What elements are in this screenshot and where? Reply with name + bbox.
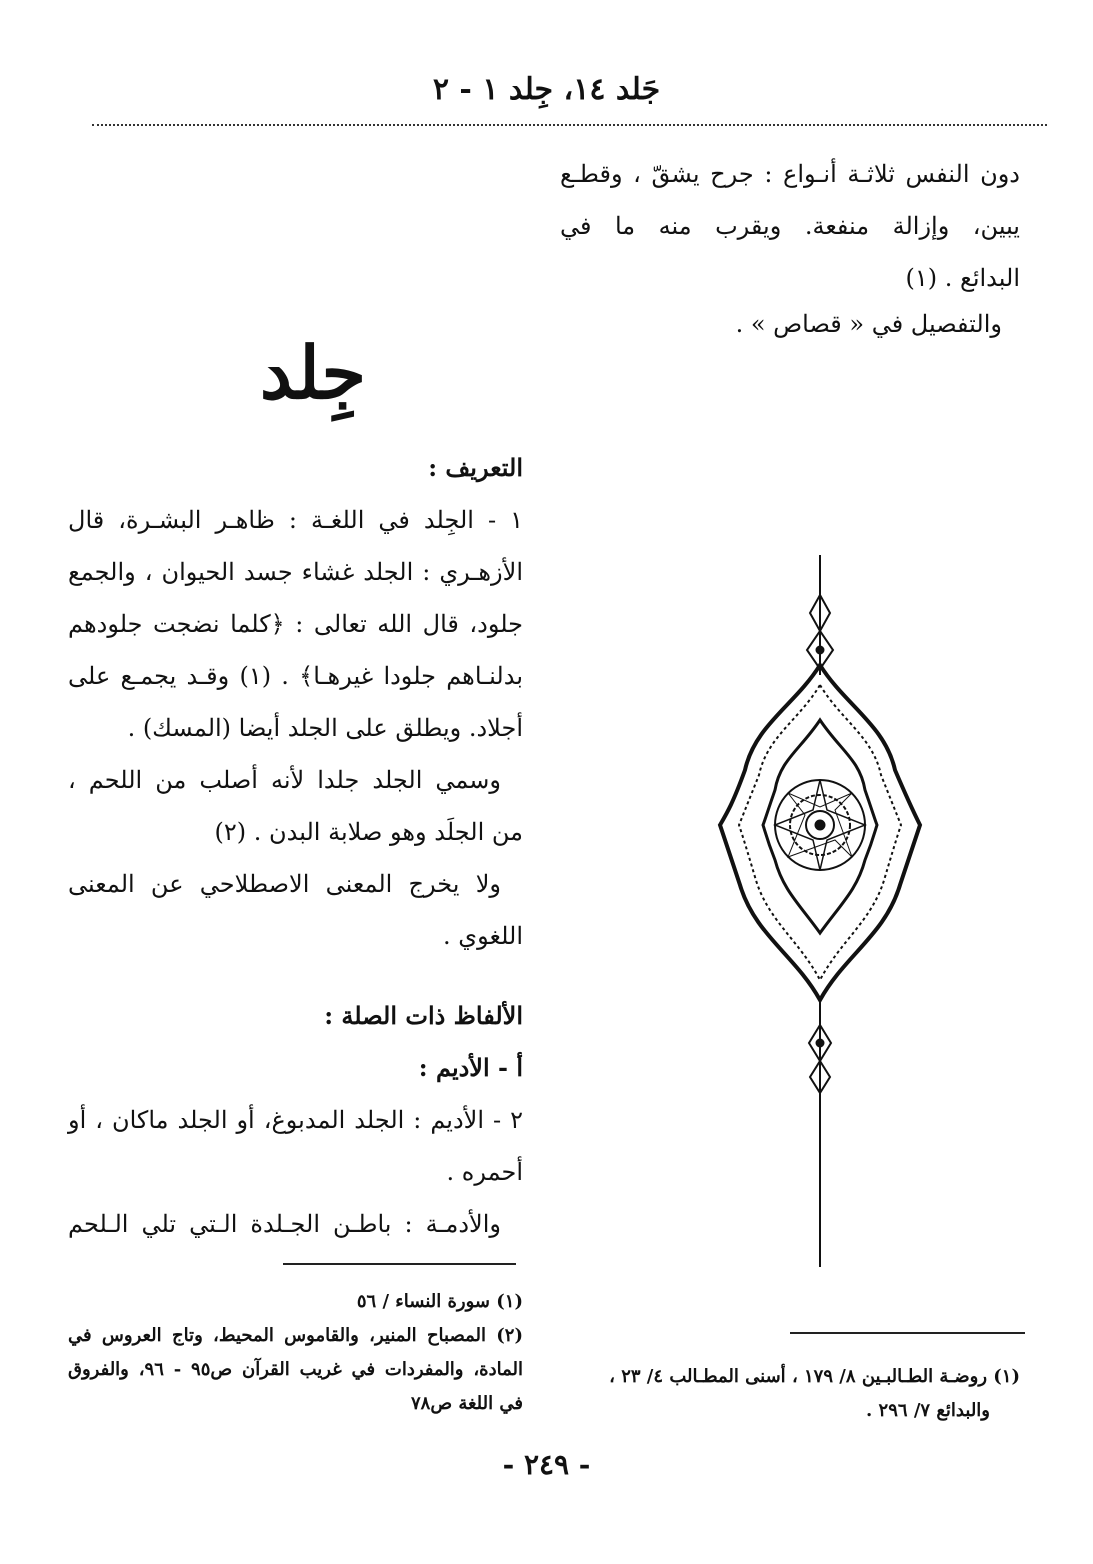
text-line: والأدمـة : باطـن الجـلدة الـتي تلي الـلحم <box>68 1210 501 1238</box>
left-footnotes <box>68 1285 523 1421</box>
footnote: (٢) المصباح المنير، والقاموس المحيط، وتاج العروس في <box>68 1325 523 1346</box>
text-line: بدلنـاهم جلودا غيرهـا﴾ . (١) وقـد يجمـع على <box>68 662 524 690</box>
footnote: والبدائع ٧/ ٢٩٦ . <box>866 1400 990 1421</box>
text-line: اللغوي . <box>443 922 523 950</box>
header-divider <box>92 124 1047 126</box>
text-line: وسمي الجلد جلدا لأنه أصلب من اللحم ، <box>68 766 501 794</box>
related-heading: الألفاظ ذات الصلة : <box>324 1001 523 1030</box>
sub-heading: أ - الأديم : <box>418 1053 523 1082</box>
footnote: (١) سورة النساء / ٥٦ <box>356 1291 523 1312</box>
text-line: ولا يخرج المعنى الاصطلاحي عن المعنى <box>68 870 501 898</box>
related-terms-section <box>68 990 523 1250</box>
text-line: أحمره . <box>446 1158 523 1186</box>
text-line: جلود، قال الله تعالى : ﴿كلما نضجت جلودهم <box>68 610 523 638</box>
article-body <box>68 442 523 962</box>
page-header: جَلد ١٤، جِلد ١ - ٢ <box>432 72 661 107</box>
right-footnotes <box>570 1360 1020 1428</box>
text-line: دون النفس ثلاثـة أنـواع : جرح يشقّ ، وقطـع <box>560 160 1020 188</box>
continuation-text <box>560 148 1020 344</box>
footnote-divider <box>790 1332 1025 1334</box>
footnote: (١) روضـة الطـالبـين ٨/ ١٧٩ ، أسنى المطـالب ٤/ ٢٣ ، <box>609 1366 1020 1387</box>
article-title: جِلد <box>259 330 367 415</box>
text-line: يبين، وإزالة منفعة. ويقرب منه ما في <box>560 212 1020 240</box>
text-line: ٢ - الأديم : الجلد المدبوغ، أو الجلد ماكان ، أو <box>68 1106 523 1134</box>
text-line: ١ - الجِلد في اللغـة : ظاهـر البشـرة، قال <box>68 506 523 534</box>
ornament-illustration <box>705 555 935 1267</box>
text-line: من الجلَد وهو صلابة البدن . (٢) <box>214 818 523 846</box>
definition-heading: التعريف : <box>428 453 523 482</box>
text-line: أجلاد. ويطلق على الجلد أيضا (المسك) . <box>127 714 523 742</box>
page-number: - ٢٤٩ - <box>502 1448 591 1481</box>
text-line: الأزهـري : الجلد غشاء جسد الحيوان ، والجمع <box>68 558 523 586</box>
footnote: في اللغة ص٧٨ <box>410 1393 523 1414</box>
text-line: البدائع . (١) <box>905 264 1020 292</box>
footnote-divider <box>283 1263 516 1265</box>
text-line: والتفصيل في « قصاص » . <box>735 310 1002 338</box>
footnote: المادة، والمفردات في غريب القرآن ص٩٥ - ٩٦، والفروق <box>68 1359 523 1380</box>
